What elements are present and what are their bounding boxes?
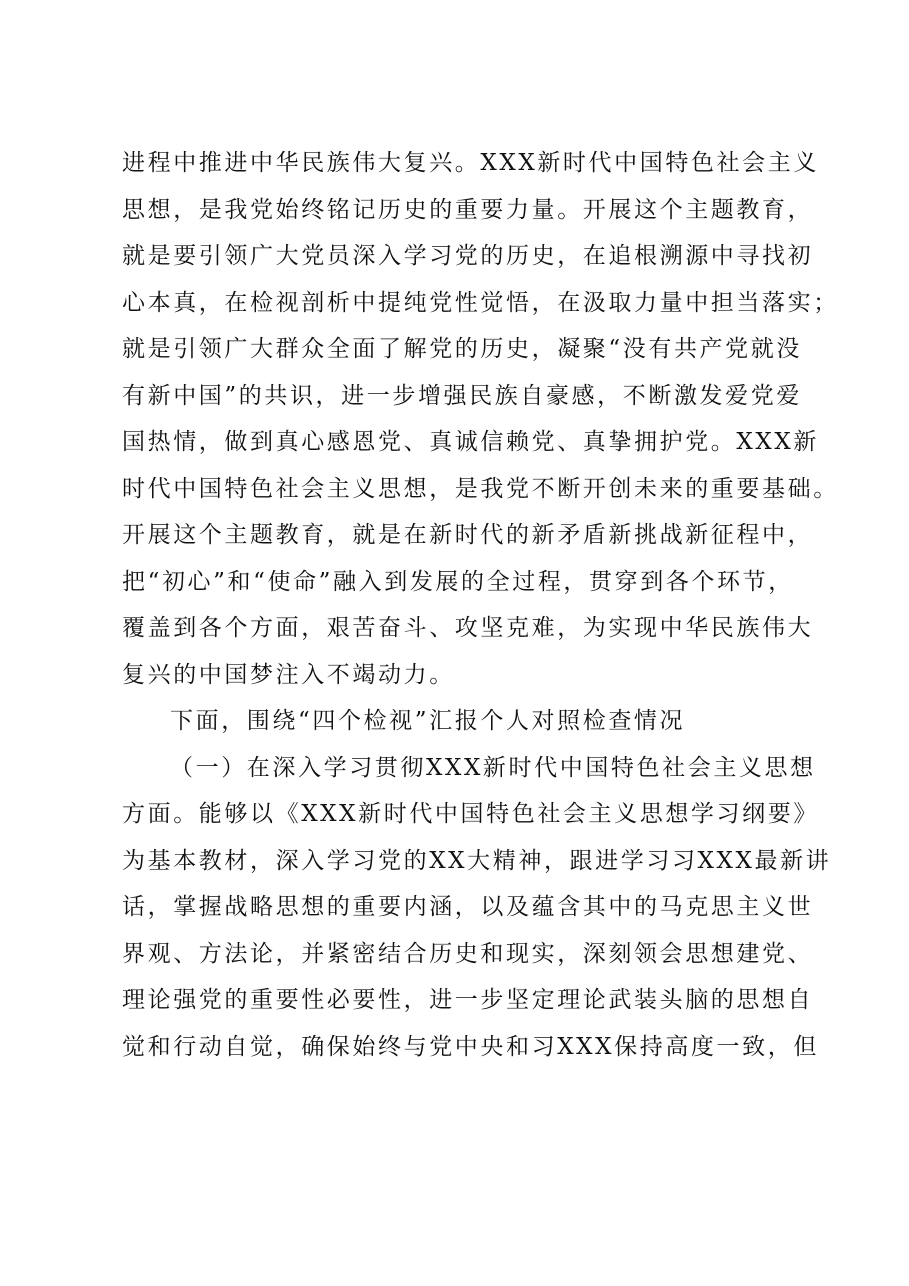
text-line: 覆盖到各个方面，艰苦奋斗、攻坚克难，为实现中华民族伟大	[122, 615, 814, 641]
text-line: 就是引领广大群众全面了解党的历史，凝聚“没有共产党就没	[122, 336, 802, 362]
document-body	[122, 140, 839, 1070]
section-heading-line: （一）在深入学习贯彻XXX新时代中国特色社会主义思想	[170, 754, 816, 781]
text-line: 把“初心”和“使命”融入到发展的全过程，贯穿到各个环节，	[122, 568, 794, 595]
text-line: 国热情，做到真心感恩党、真诚信赖党、真挚拥护党。XXX新	[122, 429, 819, 455]
text-line: 理论强党的重要性必要性，进一步坚定理论武装头脑的思想自	[122, 987, 814, 1013]
text-line: 界观、方法论，并紧密结合历史和现实，深刻领会思想建党、	[122, 940, 814, 967]
text-line: 开展这个主题教育，就是在新时代的新矛盾新挑战新征程中，	[122, 522, 814, 548]
text-line: 觉和行动自觉，确保始终与党中央和习XXX保持高度一致，但	[122, 1033, 819, 1060]
text-line: 心本真，在检视剖析中提纯党性觉悟，在汲取力量中担当落实；	[122, 289, 839, 316]
text-line: 就是要引领广大党员深入学习党的历史，在追根溯源中寻找初	[122, 243, 814, 269]
text-line: 为基本教材，深入学习党的XX大精神，跟进学习习XXX最新讲	[122, 847, 832, 874]
text-line: 话，掌握战略思想的重要内涵，以及蕴含其中的马克思主义世	[122, 894, 814, 920]
text-line: 复兴的中国梦注入不竭动力。	[122, 661, 455, 688]
text-line: 有新中国”的共识，进一步增强民族自豪感，不断激发爱党爱	[122, 382, 802, 409]
text-line: 思想，是我党始终铭记历史的重要力量。开展这个主题教育，	[122, 196, 814, 223]
text-line: 进程中推进中华民族伟大复兴。XXX新时代中国特色社会主义	[122, 150, 819, 176]
text-line: 方面。能够以《XXX新时代中国特色社会主义思想学习纲要》	[122, 801, 819, 827]
paragraph-intro-line: 下面，围绕“四个检视”汇报个人对照检查情况	[170, 708, 686, 734]
text-line: 时代中国特色社会主义思想，是我党不断开创未来的重要基础。	[122, 475, 839, 502]
